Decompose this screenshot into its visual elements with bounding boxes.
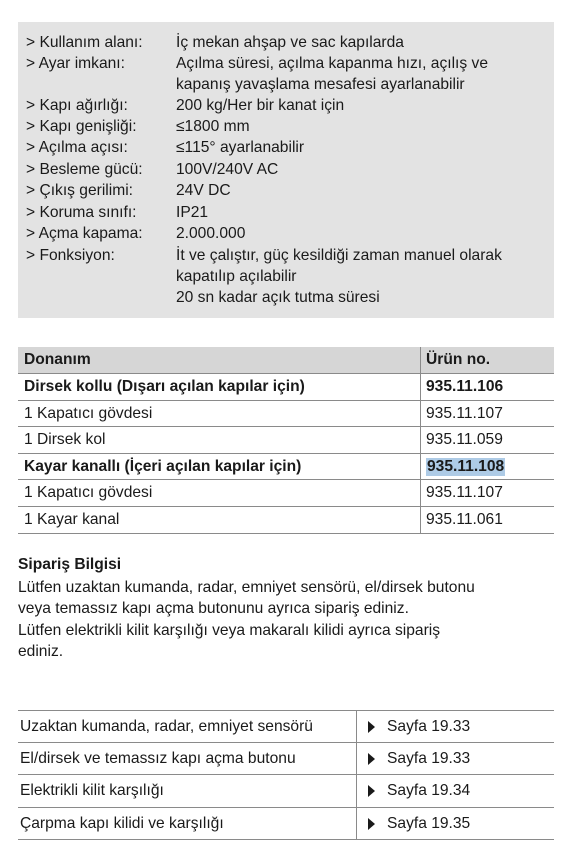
reference-page-link[interactable]: Sayfa 19.35: [387, 814, 471, 832]
reference-label: Çarpma kapı kilidi ve karşılığı: [20, 814, 224, 832]
spec-label: > Ayar imkanı:: [26, 55, 125, 72]
arrow-right-icon: [368, 753, 375, 765]
product-no-cell: 935.11.107: [426, 484, 503, 502]
hardware-cell: 1 Dirsek kol: [24, 431, 106, 449]
product-no-cell-selected[interactable]: 935.11.108: [427, 457, 505, 475]
page-references: [18, 710, 554, 840]
order-info-line: ediniz.: [18, 642, 64, 660]
order-info-text: [18, 577, 558, 662]
spec-value: 100V/240V AC: [176, 161, 279, 178]
spec-value: IP21: [176, 204, 209, 221]
reference-page-link[interactable]: Sayfa 19.34: [387, 782, 471, 800]
order-info-title: Sipariş Bilgisi: [18, 556, 122, 573]
reference-row[interactable]: [18, 775, 554, 807]
reference-page-link[interactable]: Sayfa 19.33: [387, 718, 471, 735]
table-row: [18, 480, 554, 507]
table-row: [18, 507, 554, 534]
spec-label: > Koruma sınıfı:: [26, 204, 137, 221]
spec-value: 2.000.000: [176, 225, 246, 242]
arrow-right-icon: [368, 818, 375, 830]
reference-row[interactable]: [18, 743, 554, 775]
spec-value: 200 kg/Her bir kanat için: [176, 97, 345, 114]
table-row: [18, 401, 554, 428]
spec-value: ≤115° ayarlanabilir: [176, 139, 305, 156]
spec-value: İt ve çalıştır, güç kesildiği zaman manuel olarak: [176, 247, 502, 264]
spec-label: > Besleme gücü:: [26, 161, 143, 178]
hardware-table: [18, 347, 554, 534]
spec-label: > Açılma açısı:: [26, 139, 128, 156]
reference-label: El/dirsek ve temassız kapı açma butonu: [20, 750, 296, 768]
reference-row[interactable]: [18, 808, 554, 840]
hardware-cell: Dirsek kollu (Dışarı açılan kapılar için): [24, 378, 305, 395]
column-header-hardware: Donanım: [24, 351, 91, 368]
spec-value-continued: kapanış yavaşlama mesafesi ayarlanabilir: [176, 76, 465, 93]
spec-label: > Çıkış gerilimi:: [26, 182, 134, 199]
reference-row[interactable]: [18, 711, 554, 743]
spec-value: ≤1800 mm: [176, 118, 250, 135]
spec-value-continued: kapatılıp açılabilir: [176, 268, 297, 285]
product-no-cell: 935.11.059: [426, 431, 503, 449]
table-row: [18, 374, 554, 401]
hardware-cell: 1 Kapatıcı gövdesi: [24, 484, 153, 502]
product-no-cell: 935.11.061: [426, 510, 503, 528]
specifications-panel: [18, 22, 554, 318]
hardware-cell: 1 Kayar kanal: [24, 510, 120, 528]
spec-label: > Kapı ağırlığı:: [26, 97, 128, 114]
product-no-cell: 935.11.107: [426, 404, 503, 422]
table-row: [18, 427, 554, 454]
spec-label: > Kapı genişliği:: [26, 118, 137, 135]
spec-label: > Fonksiyon:: [26, 247, 115, 264]
table-header: [18, 347, 554, 374]
order-info-line: Lütfen uzaktan kumanda, radar, emniyet sensörü, el/dirsek butonu: [18, 579, 475, 596]
reference-label: Uzaktan kumanda, radar, emniyet sensörü: [20, 718, 313, 735]
product-no-cell: 935.11.106: [426, 378, 504, 395]
spec-value: 24V DC: [176, 182, 231, 199]
spec-value: İç mekan ahşap ve sac kapılarda: [176, 34, 404, 51]
spec-label: > Açma kapama:: [26, 225, 143, 242]
arrow-right-icon: [368, 785, 375, 797]
order-info-line: Lütfen elektrikli kilit karşılığı veya makaralı kilidi ayrıca sipariş: [18, 621, 441, 639]
spec-label: > Kullanım alanı:: [26, 34, 143, 51]
hardware-cell: Kayar kanallı (İçeri açılan kapılar için): [24, 457, 302, 475]
reference-label: Elektrikli kilit karşılığı: [20, 782, 164, 800]
table-row: [18, 454, 554, 481]
spec-value-continued: 20 sn kadar açık tutma süresi: [176, 289, 380, 306]
spec-value: Açılma süresi, açılma kapanma hızı, açılış ve: [176, 55, 488, 72]
column-header-product-no: Ürün no.: [426, 351, 491, 368]
order-info-line: veya temassız kapı açma butonunu ayrıca sipariş ediniz.: [18, 600, 409, 618]
reference-page-link[interactable]: Sayfa 19.33: [387, 750, 471, 768]
hardware-cell: 1 Kapatıcı gövdesi: [24, 404, 153, 422]
arrow-right-icon: [368, 721, 375, 733]
